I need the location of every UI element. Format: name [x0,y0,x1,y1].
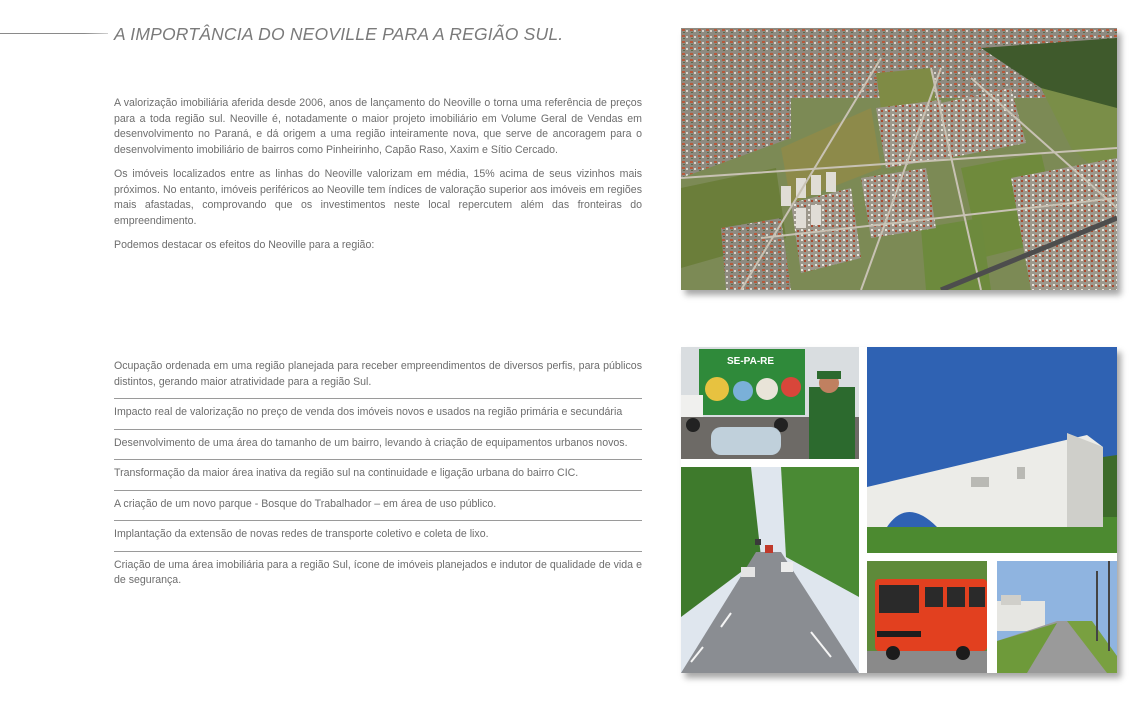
residential-road-photo [997,561,1117,673]
park-building-photo [867,347,1117,553]
aerial-photo [681,28,1117,290]
page-title: A IMPORTÂNCIA DO NEOVILLE PARA A REGIÃO SUL. [114,24,564,44]
intro-paragraph: Podemos destacar os efeitos do Neoville para a região: [114,239,375,251]
photo-collage [681,347,1117,673]
effect-item: Desenvolvimento de uma área do tamanho de um bairro, levando à criação de equipamentos urbanos novos. [114,429,642,460]
red-bus-photo [867,561,987,673]
recycling-truck-photo [681,347,859,459]
effect-item: Implantação da extensão de novas redes de transporte coletivo e coleta de lixo. [114,520,642,551]
intro-paragraph: A valorização imobiliária aferida desde 2006, anos de lançamento do Neoville o torna uma referência de preços para a toda região sul. Neoville é, notadamente o maior projeto imobiliário em Volume Geral de Vendas em desenvolvimento no Paraná, e dá origem a uma região inteiramente nova, que serve de ancoragem para o desenvolvimento imobiliário de bairros como Pinheirinho, Capão Raso, Xaxim e Sítio Cercado. [114,97,642,156]
street-photo [681,467,859,673]
effect-item: Ocupação ordenada em uma região planejada para receber empreendimentos de diversos perfis, para públicos distintos, gerando maior atratividade para a região Sul. [114,360,642,388]
title-rule [0,33,108,34]
intro-text [114,96,642,263]
effect-item: Criação de uma área imobiliária para a região Sul, ícone de imóveis planejados e indutor de qualidade de vida e de segurança. [114,551,642,597]
effects-list [114,354,642,597]
intro-paragraph: Os imóveis localizados entre as linhas do Neoville valorizam em média, 15% acima de seus vizinhos mais próximos. No entanto, imóveis periféricos ao Neoville tem índices de valoração superior aos imóveis em regiões mais afastadas, comprovando que os investimentos neste local repercutem além das fronteiras do empreendimento. [114,168,642,227]
effect-item: Transformação da maior área inativa da região sul na continuidade e ligação urbana do bairro CIC. [114,459,642,490]
effect-item: Impacto real de valorização no preço de venda dos imóveis novos e usados na região primária e secundária [114,398,642,429]
truck-sign-text: SE-PA-RE [727,356,775,367]
effect-item: A criação de um novo parque - Bosque do Trabalhador – em área de uso público. [114,490,642,521]
